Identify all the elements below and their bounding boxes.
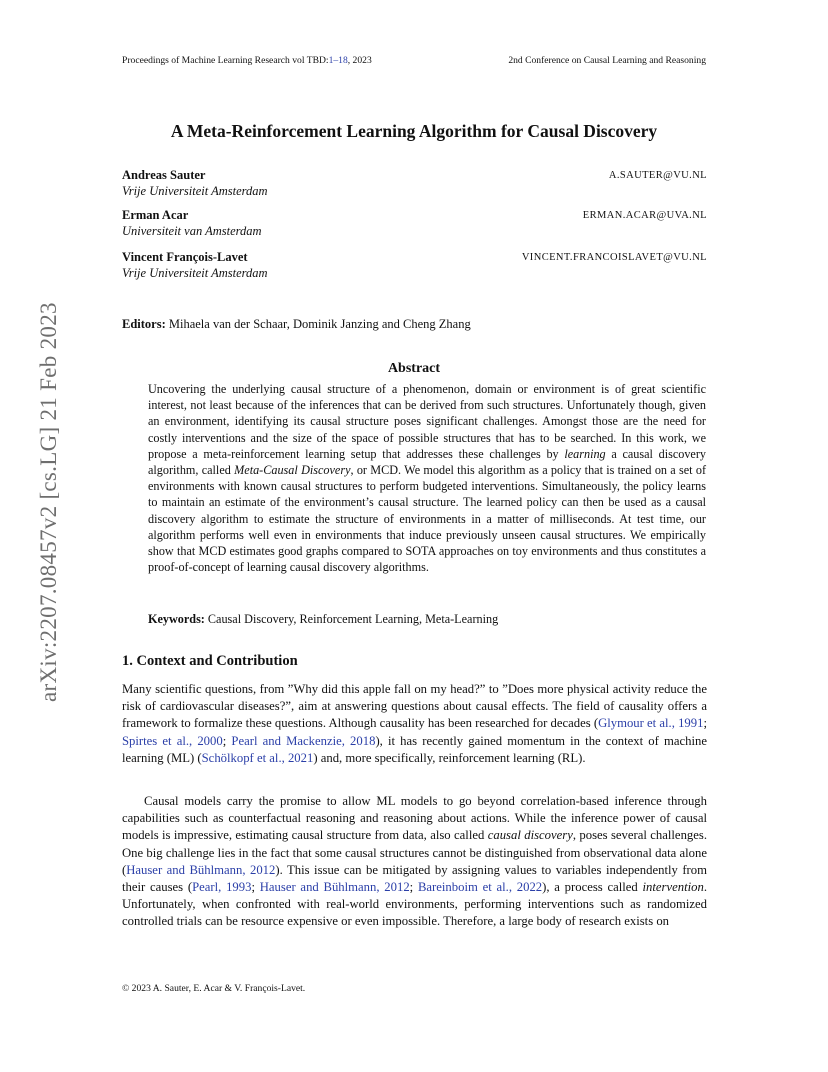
paragraph-text: ; xyxy=(251,880,260,895)
author-email: ERMAN.ACAR@UVA.NL xyxy=(582,210,707,221)
header-year: , 2023 xyxy=(347,55,372,66)
body-paragraph xyxy=(122,681,707,767)
author-affiliation: Vrije Universiteit Amsterdam xyxy=(122,184,268,198)
citation-link[interactable]: Hauser and Bühlmann, 2012 xyxy=(259,880,410,895)
editors-label: Editors: xyxy=(122,317,166,331)
citation-link[interactable]: Glymour et al., 1991 xyxy=(598,716,704,731)
keywords-label: Keywords: xyxy=(148,612,205,626)
abstract-text: a causal discovery algorithm, called xyxy=(148,446,706,478)
body-paragraph xyxy=(122,793,707,931)
citation-link[interactable]: Hauser and Bühlmann, 2012 xyxy=(126,862,276,877)
paragraph-emphasis: causal discovery xyxy=(487,828,573,843)
abstract-emphasis: Meta-Causal Discovery xyxy=(234,463,351,478)
arxiv-identifier: arXiv:2207.08457v2 [cs.LG] 21 Feb 2023 xyxy=(36,302,61,702)
header-pages-link[interactable]: 1–18 xyxy=(328,55,348,66)
paragraph-text: ), a process called xyxy=(542,880,643,895)
paper-title: A Meta-Reinforcement Learning Algorithm for Causal Discovery xyxy=(170,121,658,141)
author-email: VINCENT.FRANCOISLAVET@VU.NL xyxy=(521,252,707,263)
author-name: Erman Acar xyxy=(122,208,189,222)
paragraph-text: ; xyxy=(222,733,232,748)
paragraph-text: . Unfortunately, when confronted with real-world environments, performing interventions such as randomized controlled trials can be resource expensive or even impossible. Therefore, a large body of research exists on xyxy=(122,880,707,929)
abstract-text: Uncovering the underlying causal structure of a phenomenon, domain or environment is of great scientific interest, not least because of the inferences that can be derived from such structures. Unfortunately though, given an environment, identifying its causal structure poses significant challenges. Amongst those are the need for costly interventions and the size of the space of possible structures that has to be searched. In this work, we propose a meta-reinforcement learning setup that addresses these challenges by xyxy=(148,382,706,461)
abstract-text: , or MCD. We model this algorithm as a policy that is trained on a set of environments with known causal structures to perform budgeted interventions. Simultaneously, the policy learns to maintain an estimate of the environment’s causal structure. The learned policy can then be used as a causal discovery algorithm to estimate the structure of environments in a matter of milliseconds. At test time, our algorithm performs well even in environments that induce previously unseen causal structures. We empirically show that MCD estimates good graphs compared to SOTA approaches on toy environments and thus constitutes a proof-of-concept of learning causal discovery algorithms. xyxy=(148,463,707,575)
copyright-footer: © 2023 A. Sauter, E. Acar & V. François-Lavet. xyxy=(122,983,306,994)
abstract-body xyxy=(148,381,706,575)
running-header-left xyxy=(122,55,372,66)
section-heading: 1. Context and Contribution xyxy=(122,653,298,669)
running-header-right: 2nd Conference on Causal Learning and Reasoning xyxy=(508,55,706,66)
author-entry xyxy=(122,207,707,239)
paragraph-text: Causal models carry the promise to allow ML models to go beyond correlation-based inference through capabilities such as counterfactual reasoning and reasoning about actions. While the inference power of causal models is impressive, estimating causal structure from data, also called xyxy=(122,794,707,843)
citation-link[interactable]: Pearl and Mackenzie, 2018 xyxy=(231,733,376,748)
author-affiliation: Vrije Universiteit Amsterdam xyxy=(122,266,268,280)
header-venue: Proceedings of Machine Learning Research vol TBD: xyxy=(122,55,329,66)
author-entry xyxy=(122,249,707,281)
author-email: A.SAUTER@VU.NL xyxy=(608,170,707,181)
keywords-line xyxy=(148,612,706,627)
paragraph-emphasis: intervention xyxy=(642,880,704,895)
author-affiliation: Universiteit van Amsterdam xyxy=(122,224,262,238)
abstract-heading: Abstract xyxy=(387,361,441,376)
editors-names: Mihaela van der Schaar, Dominik Janzing and Cheng Zhang xyxy=(165,317,471,331)
paragraph-text: ), it has recently gained momentum in the context of machine learning (ML) ( xyxy=(122,733,707,765)
paragraph-text: ). This issue can be mitigated by assigning values to variables independently from their causes ( xyxy=(122,862,707,895)
author-name: Andreas Sauter xyxy=(122,168,206,182)
author-entry xyxy=(122,167,707,199)
citation-link[interactable]: Spirtes et al., 2000 xyxy=(122,733,223,748)
citation-link[interactable]: Bareinboim et al., 2022 xyxy=(417,880,543,895)
keywords-text: Causal Discovery, Reinforcement Learning, Meta-Learning xyxy=(204,612,499,626)
paragraph-text: ) and, more specifically, reinforcement learning (RL). xyxy=(313,750,586,765)
paragraph-text: ; xyxy=(409,880,418,895)
citation-link[interactable]: Pearl, 1993 xyxy=(192,880,252,895)
paragraph-text: ; xyxy=(703,716,707,731)
author-name: Vincent François-Lavet xyxy=(122,250,248,264)
editors-line xyxy=(122,317,471,332)
citation-link[interactable]: Schölkopf et al., 2021 xyxy=(201,750,314,765)
paragraph-text: , poses several challenges. One big challenge lies in the fact that some causal structures cannot be distinguished from observational data alone ( xyxy=(122,828,707,877)
abstract-emphasis: learning xyxy=(564,446,606,461)
paragraph-text: Many scientific questions, from ”Why did this apple fall on my head?” to ”Does more physical activity reduce the risk of cardiovascular diseases?”, aim at answering questions about causal effects. The field of causality offers a framework to formalize these questions. Although causality has been researched for decades ( xyxy=(122,682,707,731)
